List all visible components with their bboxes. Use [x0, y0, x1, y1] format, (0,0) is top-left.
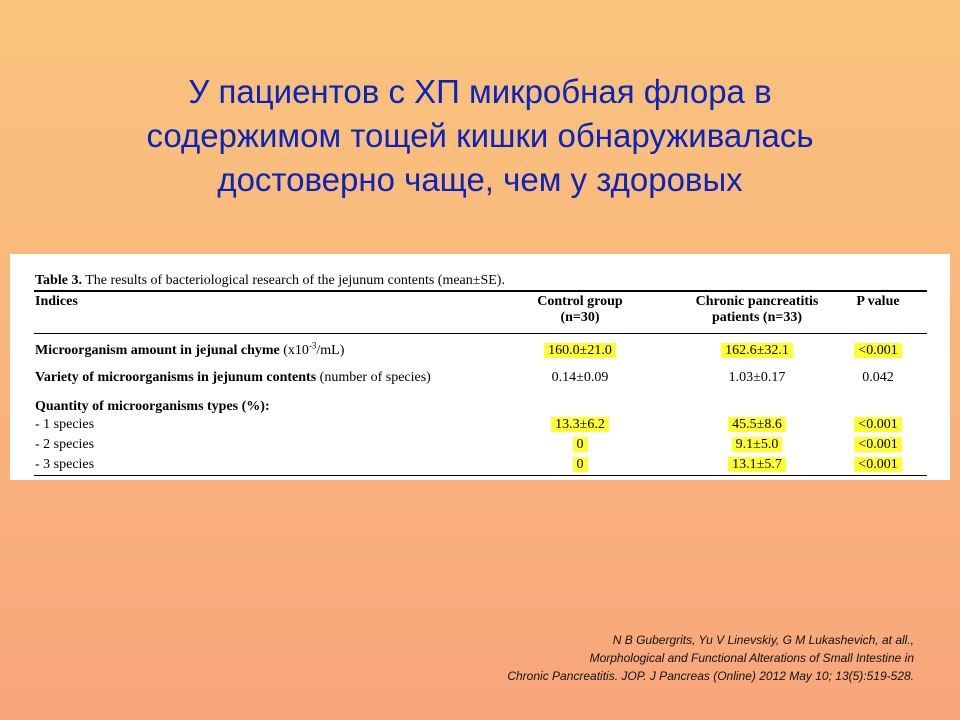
cell-p-variety: 0.042	[862, 370, 894, 385]
cell-p-species-2: <0.001	[838, 437, 918, 453]
table-caption-text: The results of bacteriological research of the jejunum contents (mean±SE).	[81, 273, 505, 288]
results-table	[10, 254, 950, 480]
header-control-line1: Control group	[537, 294, 623, 309]
cell-cp-variety: 1.03±0.17	[728, 370, 786, 385]
table-caption	[35, 273, 505, 289]
cell-control-variety: 0.14±0.09	[551, 370, 609, 385]
table-top-rule	[34, 290, 927, 292]
row-label-microorganism-amount: Microorganism amount in jejunal chyme $(x10^{-3}/mL)$	[35, 340, 345, 358]
citation-line-3: Chronic Pancreatitis. JOP. J Pancreas (Online) 2012 May 10; 13(5):519-528.	[507, 669, 914, 683]
title-line-2: содержимом тощей кишки обнаруживалась	[146, 117, 814, 154]
header-control-group	[520, 294, 640, 326]
header-cp-line2: patients (n=33)	[711, 310, 803, 325]
group-label-quantity: Quantity of microorganisms types (%):	[35, 399, 270, 414]
cell-p-species-3: <0.001	[838, 457, 918, 473]
species-row-label: - 2 species	[35, 437, 95, 452]
title-line-3: достоверно чаще, чем у здоровых	[217, 161, 743, 198]
table-bottom-rule	[34, 475, 927, 476]
header-cp-line1: Chronic pancreatitis	[695, 294, 819, 309]
cell-p-microorganism-amount: <0.001	[838, 343, 918, 359]
species-row-label: - 1 species	[35, 417, 95, 432]
row-label-variety: Variety of microorganisms in jejunum contents (number of species)	[35, 370, 431, 385]
cell-control-microorganism-amount: 160.0±21.0	[520, 343, 640, 359]
table-caption-number: Table 3.	[35, 273, 82, 288]
species-row-label: - 3 species	[35, 457, 95, 472]
cell-cp-microorganism-amount: 162.6±32.1	[682, 343, 832, 359]
citation-line-1: N B Gubergrits, Yu V Linevskiy, G M Lukashevich, at all.,	[612, 633, 914, 647]
header-control-line2: (n=30)	[560, 310, 600, 325]
header-indices: Indices	[35, 294, 78, 309]
header-chronic-pancreatitis	[682, 294, 832, 326]
cell-cp-species-3: 13.1±5.7	[682, 457, 832, 473]
citation-line-2: Morphological and Functional Alterations of Small Intestine in	[589, 651, 914, 665]
cell-cp-species-2: 9.1±5.0	[682, 437, 832, 453]
title-line-1: У пациентов с ХП микробная флора в	[188, 73, 772, 110]
cell-p-species-1: <0.001	[838, 417, 918, 433]
cell-cp-species-1: 45.5±8.6	[682, 417, 832, 433]
slide-title	[60, 70, 900, 202]
cell-control-species-3: 0	[520, 457, 640, 473]
citation	[507, 631, 914, 685]
cell-control-species-2: 0	[520, 437, 640, 453]
table-header-rule	[34, 333, 927, 334]
cell-control-species-1: 13.3±6.2	[520, 417, 640, 433]
header-p-value: P value	[856, 294, 900, 309]
